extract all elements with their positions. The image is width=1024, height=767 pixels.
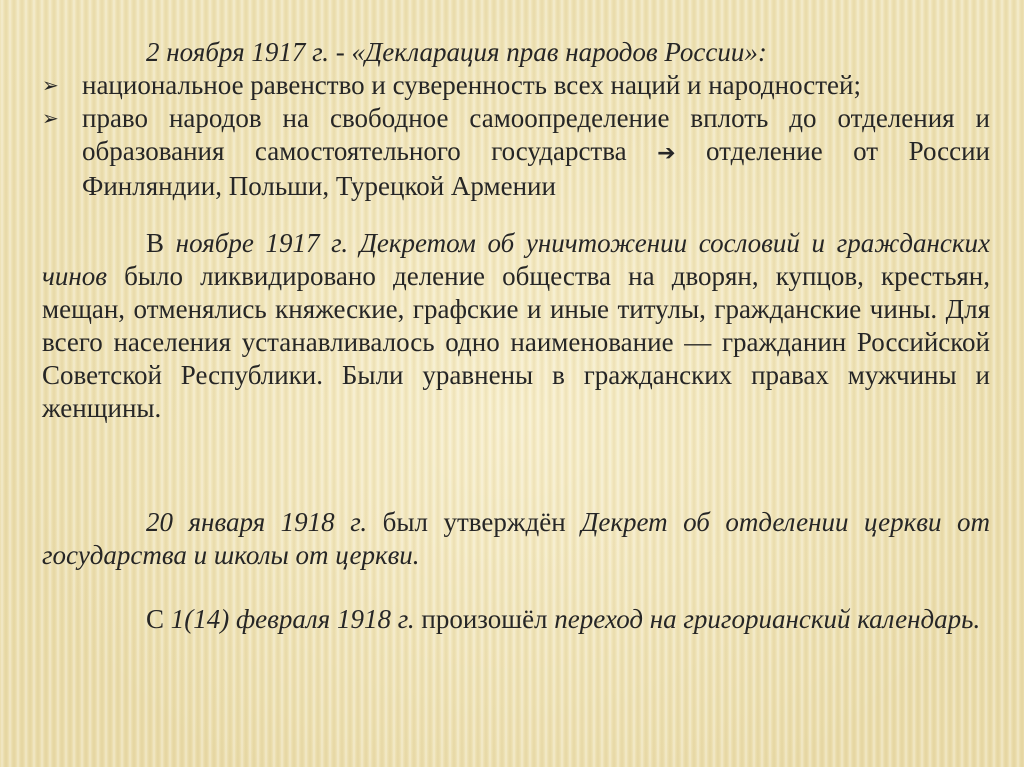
estates-lead: В <box>146 228 176 258</box>
bullet-self-determination-text-b: отделение от России Финляндии, Польши, Турецкой Армении <box>82 136 990 201</box>
bullet-equality <box>42 69 990 102</box>
church-decree-block <box>42 506 990 572</box>
estates-decree-body: было ликвидировано деление общества на дворян, купцов, крестьян, мещан, отменялись княжеские, графские и иные титулы, гражданские чины. Для всего населения устанавливалось одно наименование — гражданин Российской Советской Республики. Были уравнены в гражданских правах мужчины и женщины. <box>42 261 990 423</box>
bullet-self-determination <box>42 102 990 203</box>
declaration-heading: 2 ноября 1917 г. - «Декларация прав народов России»: <box>146 37 767 67</box>
estates-decree-paragraph <box>42 227 990 425</box>
estates-decree-block <box>42 227 990 425</box>
arrowhead-bullet-icon: ➢ <box>42 73 59 97</box>
church-decree-paragraph <box>42 506 990 572</box>
arrowhead-bullet-icon: ➢ <box>42 106 59 130</box>
estates-space <box>348 228 360 258</box>
bullet-equality-text: национальное равенство и суверенность всех наций и народностей; <box>82 70 861 100</box>
calendar-lead: С <box>146 604 171 634</box>
declaration-block <box>42 36 990 203</box>
church-middle: был утверждён <box>367 507 582 537</box>
right-arrow-icon: ➔ <box>657 141 676 166</box>
bullet-self-determination-text-a: право народов на свободное самоопределение вплоть до отделения и образования самостоятельного государства <box>82 103 990 166</box>
church-date: 20 января 1918 г. <box>146 507 368 537</box>
estates-decree-title: Декретом об уничтожении сословий и гражданских чинов <box>42 228 990 291</box>
estates-date: ноябре 1917 г. <box>175 228 349 258</box>
calendar-change: переход на григорианский календарь. <box>554 604 981 634</box>
calendar-date: 1(14) февраля 1918 г. <box>170 604 415 634</box>
calendar-middle: произошёл <box>414 604 555 634</box>
church-decree-title: Декрет об отделении церкви от государства и школы от церкви. <box>42 507 990 570</box>
calendar-block <box>42 603 990 636</box>
calendar-paragraph <box>42 603 990 636</box>
